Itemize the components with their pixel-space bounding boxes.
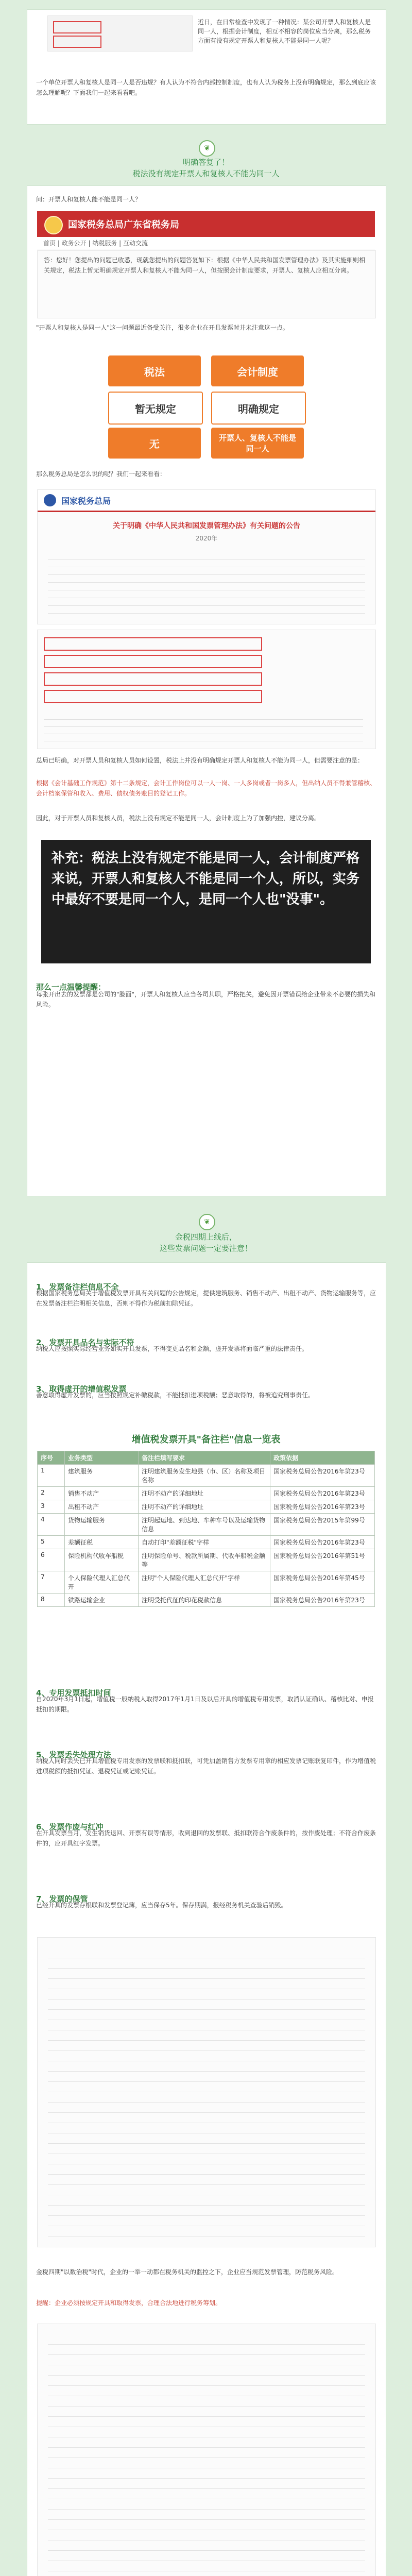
item1-title: 1、发票备注栏信息不全: [36, 1282, 119, 1292]
policy-text-block-2: [37, 2324, 376, 2576]
tax-doc-screenshot: [37, 489, 376, 624]
reminder-text: 每张开出去的发票都是公司的"脸面"，开票人和复核人应当各司其职，严格把关，避免因开票错误给企业带来不必要的损失和风险。: [36, 991, 376, 1008]
doc-lines: [48, 1948, 365, 2236]
leaf-icon: ❦: [199, 1214, 215, 1230]
item2-title: 2、发票开具品名与实际不符: [36, 1338, 134, 1347]
grid-no-rule: 暂无规定: [108, 392, 203, 425]
table-row: 6 保险机构代收车船税 注明保险单号、税款所属期、代收车船税金额等 国家税务总局公告2016年第51号: [38, 1549, 375, 1571]
table-header-row: 序号 业务类型 备注栏填写要求 政策依据: [38, 1451, 375, 1465]
table-row: 2 销售不动产 注明不动产的详细地址 国家税务总局公告2016年第23号: [38, 1487, 375, 1500]
item4-title: 4、专用发票抵扣时间: [36, 1688, 111, 1698]
grid-none: 无: [108, 428, 201, 459]
section1-heading: 明确答复了！ 税法没有规定开票人和复核人不能为同一人: [132, 158, 280, 178]
item7-body: 已经开具的发票存根联和发票登记簿，应当保存5年。保存期满，报经税务机关查验后销毁。: [36, 1902, 287, 1909]
item6-body: 在开具发票当月，发生销货退回、开票有误等情形，收到退回的发票联、抵扣联符合作废条件的，按作废处理；不符合作废条件的，应开具红字发票。: [36, 1829, 376, 1847]
emblem-icon: [44, 216, 63, 234]
doc-lines: [48, 2334, 365, 2571]
remarks-table: [37, 1451, 375, 1607]
table-row: 1 建筑服务 注明建筑服务发生地县（市、区）名称及项目名称 国家税务总局公告2016年第23号: [38, 1465, 375, 1487]
item3-body: 善意取得虚开发票的，应当按照规定补缴税款，不能抵扣进项税额；恶意取得的，将被追究刑事责任。: [36, 1392, 315, 1399]
item7-title: 7、发票的保管: [36, 1894, 88, 1904]
section1-more-1: 总局已明确，对开票人员和复核人员如何设置，税法上并没有明确规定开票人和复核人不能为同一人，但需要注意的是：: [36, 757, 364, 764]
section1-more-3: 因此，对于开票人员和复核人员，税法上没有规定不能是同一人，会计制度上为了加强内控，建议分离。: [36, 815, 321, 822]
intro-body: 一个单位开票人和复核人是同一人是否违规？有人认为不符合内部控制制度，也有人认为税务上没有明确规定，那么到底应该怎么理解呢？下面我们一起来看看吧。: [36, 79, 376, 96]
table-row: 8 铁路运输企业 注明受托代征的印花税款信息 国家税务总局公告2016年第23号: [38, 1594, 375, 1607]
reminder-title: 那么一点温馨提醒：: [36, 982, 106, 992]
table-row: 5 差额征税 自动打印"差额征税"字样 国家税务总局公告2016年第23号: [38, 1536, 375, 1549]
gov-site-header: 国家税务总局广东省税务局: [37, 211, 375, 237]
policy-text-block: [37, 1937, 376, 2247]
policy-list-screenshot: [37, 630, 376, 749]
highlight-box: [44, 637, 262, 651]
grid-result: 开票人、复核人不能是同一人: [211, 428, 304, 459]
grid-accounting: 会计制度: [211, 355, 304, 386]
highlight-box: [44, 655, 262, 668]
item5-title: 5、发票丢失处理方法: [36, 1750, 111, 1759]
highlight-box: [53, 21, 101, 33]
doc-lines: [44, 713, 363, 741]
intro-lead: 近日，在日常检查中发现了一种情况：某公司开票人和复核人是同一人，根据会计制度，相互不相容的岗位应当分离，那么税务方面有没有规定开票人和复核人不能是同一人呢？: [198, 19, 371, 44]
qa-question: 问：开票人和复核人能不能是同一人？: [36, 196, 142, 203]
doc-header: 国家税务总局: [38, 490, 375, 512]
table-caption: 增值税发票开具"备注栏"信息一览表: [131, 1434, 281, 1445]
section2-tail-2: 提醒：企业必须按规定开具和取得发票，合理合法地进行税务筹划。: [36, 2299, 222, 2307]
gov-site-nav: 首页 | 政务公开 | 纳税服务 | 互动交流: [37, 237, 375, 249]
table-row: 3 出租不动产 注明不动产的详细地址 国家税务总局公告2016年第23号: [38, 1500, 375, 1514]
invoice-thumbnail: [47, 15, 193, 52]
doc-title: 关于明确《中华人民共和国发票管理办法》有关问题的公告: [113, 522, 300, 530]
table-row: 4 货物运输服务 注明起运地、到达地、车种车号以及运输货物信息 国家税务总局公告2015年第99号: [38, 1514, 375, 1536]
highlight-box: [53, 36, 101, 48]
section2-tail-1: 金税四期"以数治税"时代，企业的一举一动都在税务机关的监控之下，企业应当规范发票管理，防范税务风险。: [36, 2268, 339, 2276]
grid-tax-law: 税法: [108, 355, 201, 386]
highlight-box: [44, 690, 262, 703]
doc-lines: [48, 552, 365, 614]
item4-body: 自2020年3月1日起，增值税一般纳税人取得2017年1月1日及以后开具的增值税专用发票，取消认证确认、稽核比对、申报抵扣的期限。: [36, 1696, 374, 1713]
item3-title: 3、取得虚开的增值税发票: [36, 1384, 127, 1394]
section1-text-1: "开票人和复核人是同一人"这一问题最近备受关注，很多企业在开具发票时并未注意这一点。: [36, 324, 289, 331]
item6-title: 6、发票作废与红冲: [36, 1822, 104, 1832]
qa-answer: 答：您好！您提出的问题已收悉，现就您提出的问题答复如下：根据《中华人民共和国发票管理办法》及其实施细则相关规定，税法上暂无明确规定开票人和复核人不能为同一人，但按照会计制度要求，开票人、复核人应相互分离。: [44, 257, 366, 274]
section1-text-2: 那么税务总局是怎么说的呢？我们一起来看看：: [36, 470, 166, 478]
supplement-banner: 补充：税法上没有规定不能是同一人，会计制度严格来说，开票人和复核人不能是同一个人，所以，实务中最好不要是同一个人，是同一个人也"没事"。: [41, 840, 371, 963]
doc-date: 2020年: [195, 535, 218, 542]
qa-screenshot: [37, 250, 376, 318]
tax-logo-icon: [44, 494, 56, 506]
grid-clear-rule: 明确规定: [211, 392, 306, 425]
highlight-box: [44, 672, 262, 686]
item5-body: 纳税人同时丢失已开具增值税专用发票的发票联和抵扣联，可凭加盖销售方发票专用章的相应发票记账联复印件，作为增值税进项税额的抵扣凭证、退税凭证或记账凭证。: [36, 1757, 376, 1775]
leaf-icon: ❦: [199, 140, 215, 157]
section2-heading: 金税四期上线后， 这些发票问题一定要注意！: [159, 1232, 252, 1253]
item1-body: 根据国家税务总局关于增值税发票开具有关问题的公告规定，提供建筑服务、销售不动产、出租不动产、货物运输服务等，应在发票备注栏注明相关信息，否则不得作为税前扣除凭证。: [36, 1290, 376, 1307]
item2-body: 纳税人应按照实际经营业务如实开具发票，不得变更品名和金额，虚开发票将面临严重的法律责任。: [36, 1345, 308, 1352]
table-row: 7 个人保险代理人汇总代开 注明"个人保险代理人汇总代开"字样 国家税务总局公告2016年第45号: [38, 1571, 375, 1594]
section1-more-2: 根据《会计基础工作规范》第十二条规定，会计工作岗位可以一人一岗、一人多岗或者一岗多人，但出纳人员不得兼管稽核、会计档案保管和收入、费用、债权债务账目的登记工作。: [36, 779, 376, 797]
